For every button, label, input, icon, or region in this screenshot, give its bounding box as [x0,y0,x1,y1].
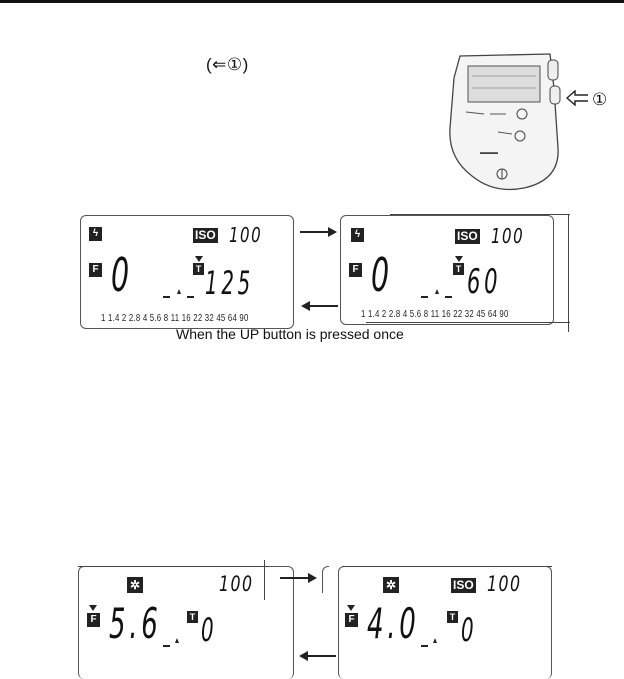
panel-frame-line [264,560,265,600]
segment-dash [445,296,452,298]
t-label: T [187,611,198,623]
t-label: T [447,611,458,623]
iso-label: ISO [453,578,474,592]
indicator-triangle-icon [89,605,97,611]
f-label: F [89,263,102,277]
arrow-left-icon [300,300,338,312]
segment-marker [435,289,439,294]
panel-frame-line [568,214,569,332]
lcd-panel-after [340,215,554,325]
panel-frame-line [78,566,268,567]
panel-frame-line [366,322,570,323]
segment-marker [433,638,437,643]
arrow-left-icon [298,650,336,662]
flash-icon: ϟ [351,228,364,242]
sun-icon: ✲ [127,577,143,593]
step-marker [206,55,249,75]
figure-caption: When the UP button is pressed once [176,326,404,342]
iso-value: 100 [229,223,263,247]
aperture-value: 0 [111,248,133,302]
device-marker-label: ① [592,90,608,109]
shutter-value: 125 [205,264,255,302]
lcd-panel-daylight-before [78,566,294,679]
sun-icon: ✲ [383,577,399,593]
segment-dash [187,296,194,298]
lcd-panel-before [80,215,294,329]
t-value: 0 [201,611,218,649]
f-label: F [345,613,358,627]
flash-icon: ϟ [89,227,102,241]
segment-dash [421,645,428,647]
lcd-panel-daylight-after [338,566,552,679]
iso-value: 100 [491,224,525,248]
t-label: T [193,263,204,275]
t-label: T [453,263,464,275]
svg-text:▬▬▬: ▬▬▬ [480,150,498,156]
aperture-value: 4.0 [367,599,420,648]
segment-dash [421,296,428,298]
device-illustration [432,48,582,196]
shutter-value: 60 [467,262,502,302]
arrow-left-icon [566,90,590,106]
arrow-right-icon [300,226,338,238]
segment-marker [177,289,181,294]
panel-frame-line [322,566,329,593]
indicator-triangle-icon [455,256,463,262]
panel-frame-line [390,214,570,215]
segment-marker [175,638,179,643]
iso-value: 100 [219,572,254,596]
indicator-triangle-icon [195,256,203,262]
panel-frame-line [342,566,552,567]
iso-value: 100 [487,572,522,596]
aperture-scale: 1 1.4 2 2.8 4 5.6 8 11 16 22 32 45 64 90 [361,309,509,320]
f-label: F [349,263,362,277]
iso-label: ISO [457,229,478,243]
aperture-value: 5.6 [109,599,162,648]
indicator-triangle-icon [347,605,355,611]
segment-dash [163,296,170,298]
aperture-scale: 1 1.4 2 2.8 4 5.6 8 11 16 22 32 45 64 90 [101,313,249,324]
aperture-value: 0 [371,248,393,302]
f-label: F [87,613,100,627]
segment-dash [163,645,170,647]
page-top-rule [0,0,624,3]
arrow-right-icon [280,572,318,584]
t-value: 0 [461,611,478,649]
step-marker-text: (⇐①) [206,55,249,74]
iso-label: ISO [195,228,216,242]
